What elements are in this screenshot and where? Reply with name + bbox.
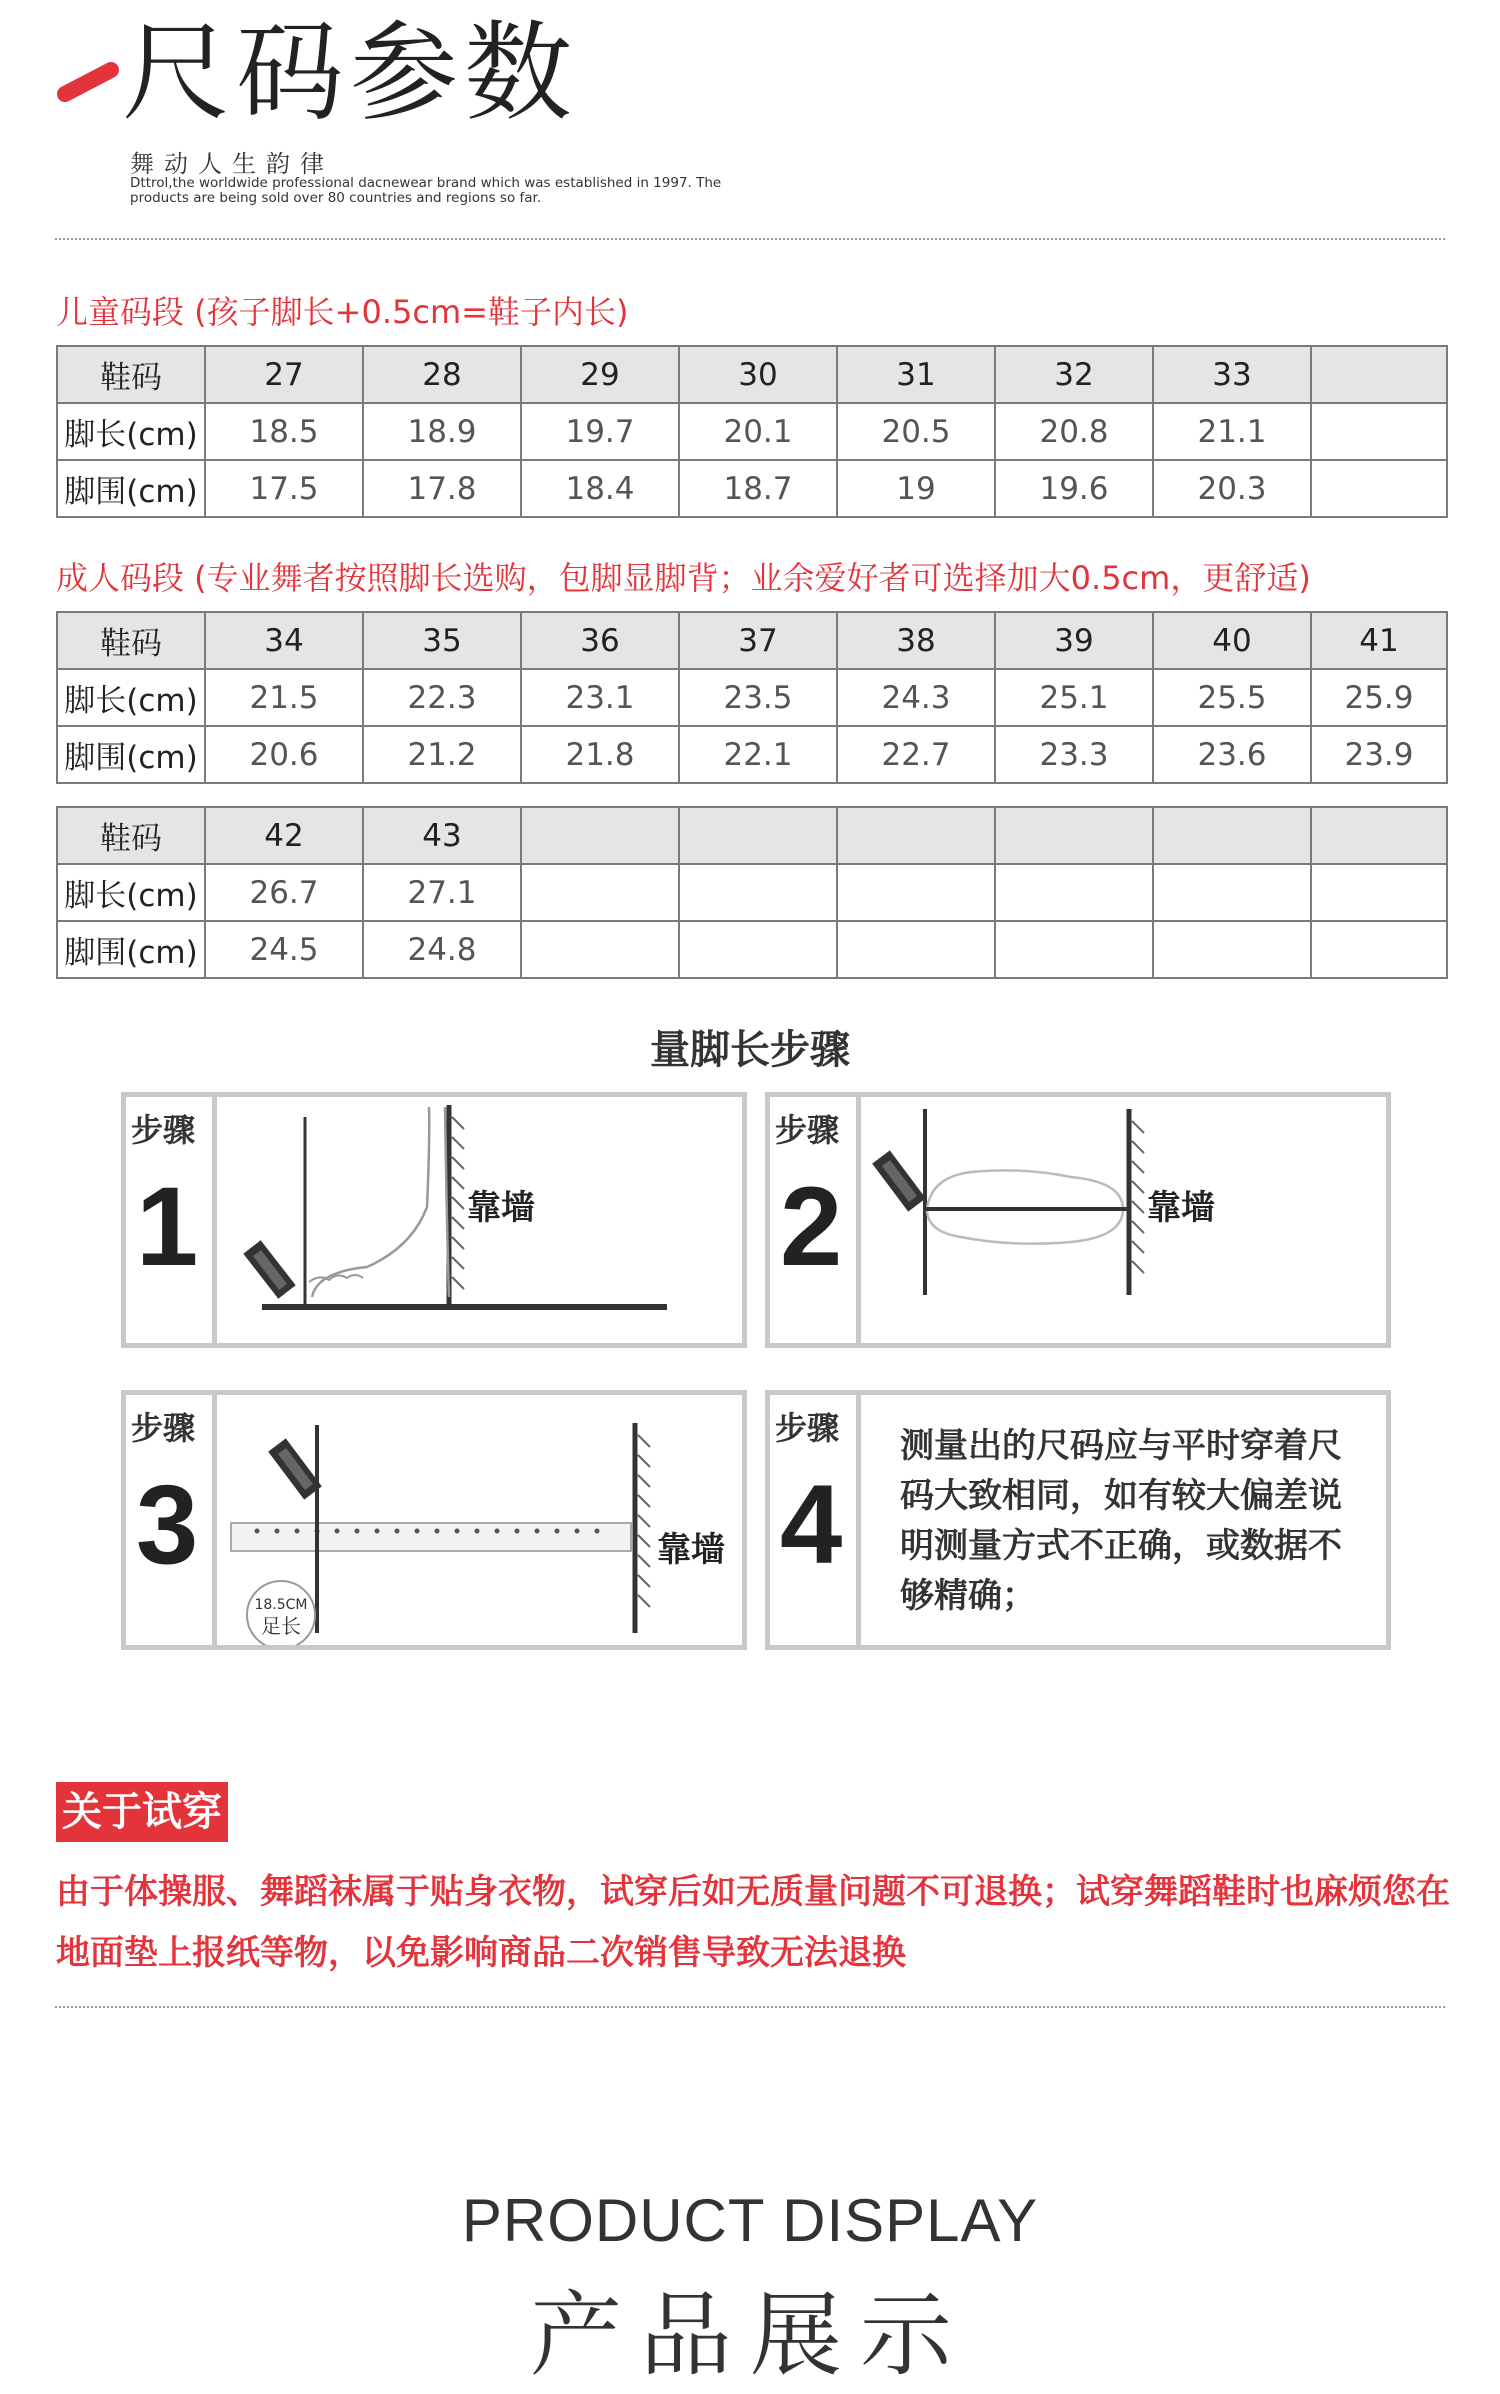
size-cell: 27 [205,346,363,403]
length-cell: 22.3 [363,669,521,726]
table-row [57,807,1447,864]
length-cell: 21.1 [1153,403,1311,460]
foot-top-illustration [861,1097,1381,1343]
step-label: 步骤 [131,1111,196,1149]
length-cell: 27.1 [363,864,521,921]
girth-cell: 19.6 [995,460,1153,517]
row-label: 脚围(cm) [57,921,205,978]
girth-cell: 18.7 [679,460,837,517]
size-cell [521,807,679,864]
length-cell: 20.1 [679,403,837,460]
steps-title: 量脚长步骤 [650,1027,850,1073]
girth-cell: 17.8 [363,460,521,517]
table-row [57,726,1447,783]
size-cell: 37 [679,612,837,669]
girth-cell [521,921,679,978]
table-row [57,460,1447,517]
girth-cell: 22.1 [679,726,837,783]
size-cell: 31 [837,346,995,403]
ruler-illustration [217,1395,737,1645]
size-cell: 34 [205,612,363,669]
dotted-divider [55,238,1445,240]
girth-cell: 23.9 [1311,726,1447,783]
row-label: 鞋码 [57,346,205,403]
size-cell: 30 [679,346,837,403]
girth-cell [995,921,1153,978]
length-cell: 21.5 [205,669,363,726]
girth-cell: 20.6 [205,726,363,783]
size-cell: 35 [363,612,521,669]
length-cell [1153,864,1311,921]
table-row [57,612,1447,669]
length-cell [679,864,837,921]
size-cell [1311,346,1447,403]
table-row [57,346,1447,403]
length-cell: 18.9 [363,403,521,460]
length-cell [1311,403,1447,460]
girth-cell: 22.7 [837,726,995,783]
step-4-instructions: 测量出的尺码应与平时穿着尺码大致相同，如有较大偏差说明测量方式不正确，或数据不够精确； [900,1426,1342,1616]
girth-cell: 19 [837,460,995,517]
brand-description: Dttrol,the worldwide professional dacnewear brand which was established in 1997. The products are being sold over 80 countries and regions so far. [130,175,722,206]
size-cell: 28 [363,346,521,403]
step-sidebar [126,1395,217,1645]
size-cell: 38 [837,612,995,669]
length-cell: 18.5 [205,403,363,460]
girth-cell: 24.5 [205,921,363,978]
length-cell: 23.1 [521,669,679,726]
length-cell: 26.7 [205,864,363,921]
step-2-panel [765,1092,1391,1348]
brand-slogan: 舞动人生韵律 [130,150,334,178]
size-cell [1153,807,1311,864]
row-label: 鞋码 [57,612,205,669]
girth-cell: 23.6 [1153,726,1311,783]
table-row [57,864,1447,921]
size-cell [1311,807,1447,864]
kids-size-table [56,345,1448,518]
girth-cell [1153,921,1311,978]
size-cell [679,807,837,864]
step-sidebar [126,1097,217,1343]
size-cell: 39 [995,612,1153,669]
girth-cell: 21.2 [363,726,521,783]
wall-label: 靠墙 [467,1188,535,1228]
step-number: 3 [136,1462,199,1587]
girth-cell: 18.4 [521,460,679,517]
girth-cell: 20.3 [1153,460,1311,517]
tryon-notice: 由于体操服、舞蹈袜属于贴身衣物，试穿后如无质量问题不可退换；试穿舞蹈鞋时也麻烦您在地面垫上报纸等物，以免影响商品二次销售导致无法退换 [56,1872,1450,1973]
row-label: 脚围(cm) [57,460,205,517]
step-label: 步骤 [775,1111,840,1149]
size-cell: 32 [995,346,1153,403]
ruler-caption: 足长 [261,1614,301,1638]
size-cell: 40 [1153,612,1311,669]
girth-cell [1311,460,1447,517]
length-cell: 25.9 [1311,669,1447,726]
row-label: 脚围(cm) [57,726,205,783]
dotted-divider [55,2006,1445,2008]
step-number: 4 [780,1462,843,1587]
table-row [57,403,1447,460]
length-cell: 25.1 [995,669,1153,726]
table-row [57,669,1447,726]
length-cell [995,864,1153,921]
girth-cell: 21.8 [521,726,679,783]
step-label: 步骤 [775,1409,840,1447]
length-cell [1311,864,1447,921]
ruler-value: 18.5CM [254,1597,308,1613]
row-label: 鞋码 [57,807,205,864]
girth-cell [1311,921,1447,978]
row-label: 脚长(cm) [57,864,205,921]
step-sidebar [770,1395,861,1645]
length-cell: 24.3 [837,669,995,726]
adult-size-heading: 成人码段 (专业舞者按照脚长选购，包脚显脚背；业余爱好者可选择加大0.5cm，更舒适) [56,559,1311,597]
step-3-panel [121,1390,747,1650]
size-cell: 33 [1153,346,1311,403]
length-cell: 23.5 [679,669,837,726]
girth-cell: 23.3 [995,726,1153,783]
step-1-panel [121,1092,747,1348]
size-cell: 41 [1311,612,1447,669]
length-cell: 20.8 [995,403,1153,460]
tryon-tag: 关于试穿 [56,1782,228,1842]
adult-size-table-1 [56,611,1448,784]
product-display-title: PRODUCT DISPLAY [461,2187,1039,2254]
wall-label: 靠墙 [1147,1188,1215,1228]
row-label: 脚长(cm) [57,403,205,460]
size-cell [995,807,1153,864]
length-cell: 25.5 [1153,669,1311,726]
length-cell [521,864,679,921]
wall-label: 靠墙 [657,1530,725,1570]
step-sidebar [770,1097,861,1343]
row-label: 脚长(cm) [57,669,205,726]
kids-size-heading: 儿童码段 (孩子脚长+0.5cm=鞋子内长) [56,293,629,331]
size-cell: 42 [205,807,363,864]
size-cell: 43 [363,807,521,864]
size-cell: 36 [521,612,679,669]
step-4-panel [765,1390,1391,1650]
table-row [57,921,1447,978]
red-slash-mark [55,62,121,102]
girth-cell [679,921,837,978]
length-cell: 19.7 [521,403,679,460]
size-cell: 29 [521,346,679,403]
step-number: 2 [780,1164,843,1289]
girth-cell [837,921,995,978]
size-cell [837,807,995,864]
foot-side-illustration [217,1097,737,1343]
page-title: 尺码参数 [122,11,579,136]
step-label: 步骤 [131,1409,196,1447]
girth-cell: 24.8 [363,921,521,978]
length-cell: 20.5 [837,403,995,460]
adult-size-table-2 [56,806,1448,979]
girth-cell: 17.5 [205,460,363,517]
step-number: 1 [136,1164,199,1289]
length-cell [837,864,995,921]
product-display-title-cn: 产品展示 [529,2282,970,2389]
